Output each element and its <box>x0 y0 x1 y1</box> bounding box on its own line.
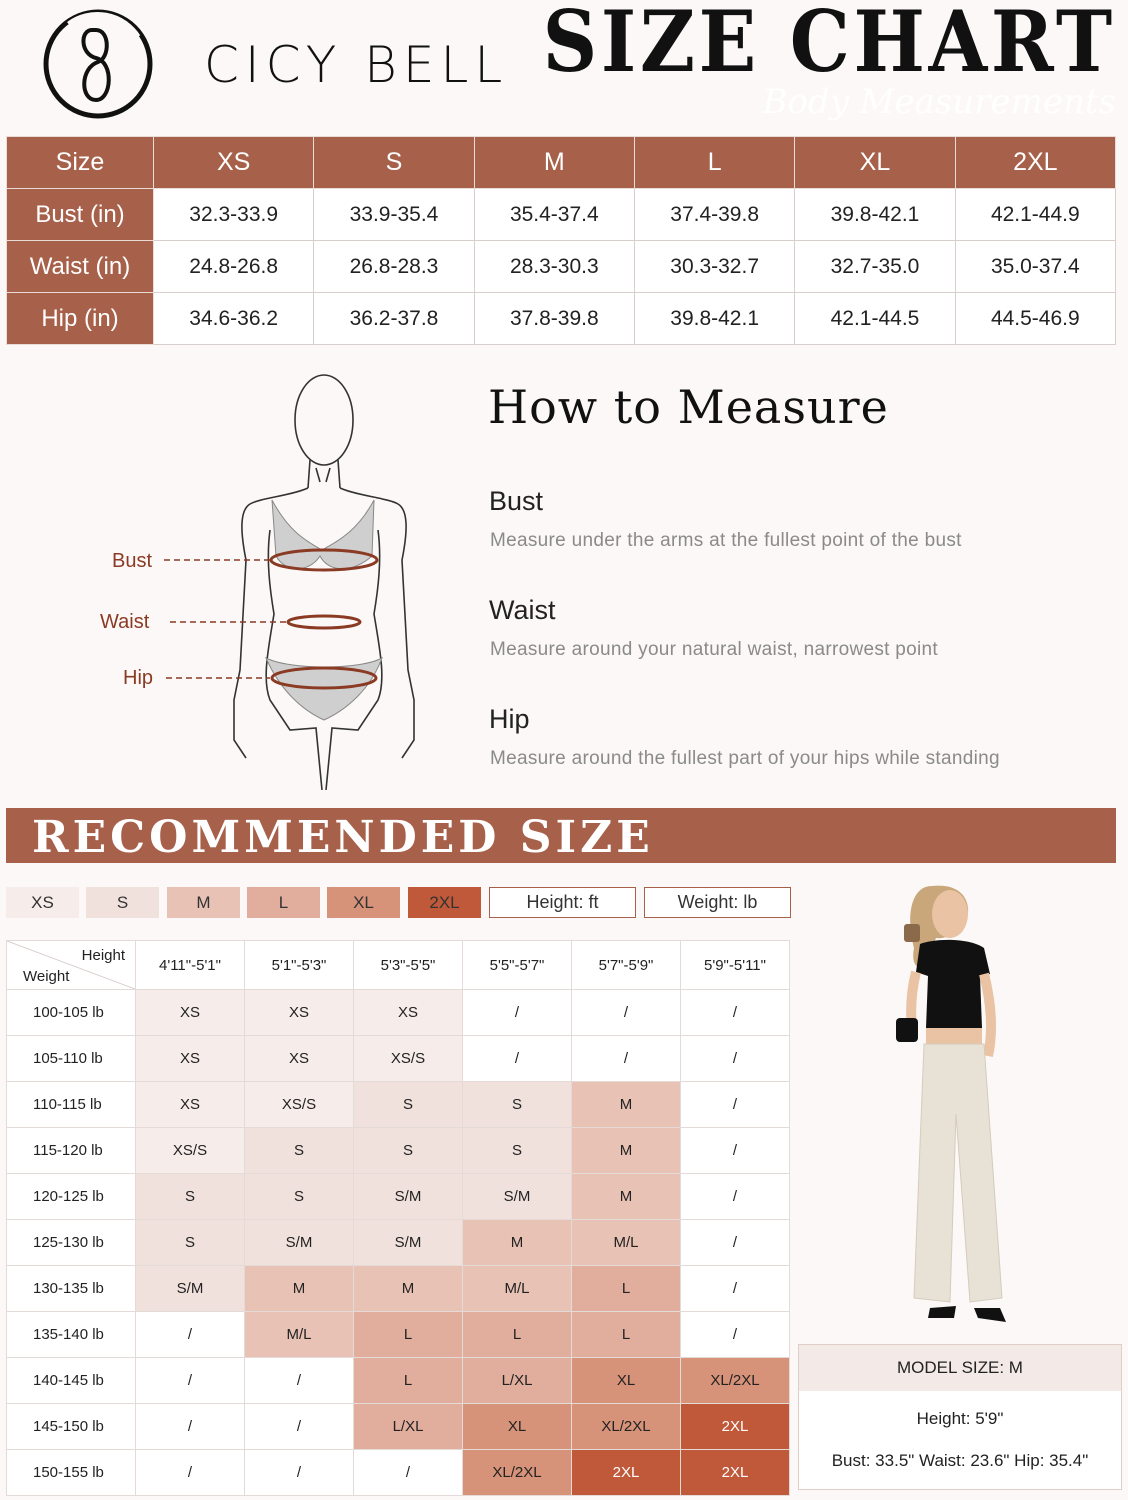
size-cell: / <box>681 1220 790 1266</box>
size-cell: S <box>463 1128 572 1174</box>
size-cell: / <box>681 1266 790 1312</box>
hip-label: Hip <box>123 667 154 689</box>
size-cell: / <box>681 1174 790 1220</box>
table-row <box>7 1128 790 1174</box>
weight-cell: 140-145 lb <box>7 1358 136 1404</box>
table-row <box>7 1082 790 1128</box>
table-row <box>7 1036 790 1082</box>
size-cell: L <box>572 1312 681 1358</box>
legend-xl: XL <box>327 887 400 918</box>
size-cell: XS <box>354 990 463 1036</box>
corner-cell <box>7 941 136 990</box>
brand-logo-icon <box>40 8 156 120</box>
model-photo <box>870 878 1050 1338</box>
size-cell: / <box>681 1128 790 1174</box>
size-cell: L <box>463 1312 572 1358</box>
size-cell: 2XL <box>681 1450 790 1496</box>
weight-cell: 115-120 lb <box>7 1128 136 1174</box>
size-cell: S <box>245 1174 354 1220</box>
table-row <box>7 1266 790 1312</box>
hip-description: Measure around the fullest part of your hips while standing <box>490 748 1000 769</box>
size-cell: XL <box>572 1358 681 1404</box>
height-header: 5'1"-5'3" <box>245 941 354 990</box>
height-header: 4'11"-5'1" <box>136 941 245 990</box>
measurement-cell: 35.4-37.4 <box>474 189 634 241</box>
size-cell: S <box>136 1220 245 1266</box>
recommended-size-banner <box>6 808 1116 863</box>
measurement-cell: 32.7-35.0 <box>795 241 955 293</box>
weight-unit-label: Weight: lb <box>644 887 791 918</box>
size-cell: / <box>572 990 681 1036</box>
size-cell: S/M <box>354 1220 463 1266</box>
weight-cell: 105-110 lb <box>7 1036 136 1082</box>
legend-m: M <box>167 887 240 918</box>
height-unit-label: Height: ft <box>489 887 636 918</box>
size-cell: L <box>572 1266 681 1312</box>
weight-cell: 150-155 lb <box>7 1450 136 1496</box>
size-cell: XS <box>136 1082 245 1128</box>
row-label: Hip (in) <box>7 293 154 345</box>
size-cell: XS/S <box>136 1128 245 1174</box>
table-row <box>7 1312 790 1358</box>
measurement-cell: 42.1-44.5 <box>795 293 955 345</box>
legend-l: L <box>247 887 320 918</box>
size-cell: / <box>245 1404 354 1450</box>
header-cell: Size <box>7 137 154 189</box>
size-cell: S/M <box>245 1220 354 1266</box>
header-cell: XL <box>795 137 955 189</box>
size-cell: / <box>136 1312 245 1358</box>
size-cell: L <box>354 1358 463 1404</box>
measurement-cell: 37.8-39.8 <box>474 293 634 345</box>
height-header: 5'7"-5'9" <box>572 941 681 990</box>
size-cell: XS <box>136 1036 245 1082</box>
measurement-cell: 39.8-42.1 <box>634 293 794 345</box>
size-cell: 2XL <box>681 1404 790 1450</box>
measurement-cell: 36.2-37.8 <box>314 293 474 345</box>
table-row <box>7 990 790 1036</box>
size-cell: XL/2XL <box>463 1450 572 1496</box>
weight-cell: 100-105 lb <box>7 990 136 1036</box>
size-cell: / <box>136 1404 245 1450</box>
measurement-cell: 34.6-36.2 <box>154 293 314 345</box>
bust-label: Bust <box>112 550 153 572</box>
size-cell: M/L <box>572 1220 681 1266</box>
corner-height-label: Height <box>81 947 125 964</box>
size-cell: M/L <box>245 1312 354 1358</box>
weight-cell: 120-125 lb <box>7 1174 136 1220</box>
size-cell: XS <box>245 990 354 1036</box>
legend-2xl: 2XL <box>408 887 481 918</box>
model-measurements: Bust: 33.5" Waist: 23.6" Hip: 35.4" <box>831 1451 1089 1470</box>
size-cell: M <box>572 1174 681 1220</box>
size-cell: XL/2XL <box>681 1358 790 1404</box>
size-cell: XS <box>136 990 245 1036</box>
size-cell: M <box>572 1128 681 1174</box>
row-label: Bust (in) <box>7 189 154 241</box>
size-cell: / <box>681 1312 790 1358</box>
table-header-row <box>7 941 790 990</box>
measurement-cell: 42.1-44.9 <box>955 189 1115 241</box>
size-cell: XL/2XL <box>572 1404 681 1450</box>
size-cell: / <box>136 1450 245 1496</box>
waist-label: Waist <box>100 611 150 633</box>
measurement-cell: 32.3-33.9 <box>154 189 314 241</box>
model-size-label: MODEL SIZE: M <box>799 1345 1121 1391</box>
measurement-cell: 39.8-42.1 <box>795 189 955 241</box>
size-cell: L <box>354 1312 463 1358</box>
size-cell: S/M <box>354 1174 463 1220</box>
size-cell: S <box>354 1082 463 1128</box>
hip-heading: Hip <box>489 704 530 734</box>
measurement-cell: 26.8-28.3 <box>314 241 474 293</box>
size-cell: M/L <box>463 1266 572 1312</box>
page-title: SIZE CHART <box>542 0 1116 91</box>
corner-weight-label: Weight <box>23 968 70 985</box>
size-cell: M <box>354 1266 463 1312</box>
measurement-cell: 30.3-32.7 <box>634 241 794 293</box>
size-cell: / <box>681 1082 790 1128</box>
size-cell: S <box>245 1128 354 1174</box>
weight-cell: 135-140 lb <box>7 1312 136 1358</box>
header-cell: S <box>314 137 474 189</box>
header-cell: L <box>634 137 794 189</box>
size-cell: S <box>463 1082 572 1128</box>
size-cell: / <box>354 1450 463 1496</box>
header-cell: 2XL <box>955 137 1115 189</box>
header-cell: XS <box>154 137 314 189</box>
legend-s: S <box>86 887 159 918</box>
legend-xs: XS <box>6 887 79 918</box>
table-row <box>7 1358 790 1404</box>
weight-cell: 125-130 lb <box>7 1220 136 1266</box>
body-figure-illustration <box>90 360 430 790</box>
table-row <box>7 189 1116 241</box>
measurement-cell: 33.9-35.4 <box>314 189 474 241</box>
size-cell: / <box>681 990 790 1036</box>
size-cell: S <box>354 1128 463 1174</box>
table-row <box>7 1404 790 1450</box>
header-cell: M <box>474 137 634 189</box>
waist-description: Measure around your natural waist, narrowest point <box>490 639 939 660</box>
size-cell: / <box>245 1358 354 1404</box>
measurement-cell: 37.4-39.8 <box>634 189 794 241</box>
body-measurement-table <box>6 136 1116 345</box>
bust-heading: Bust <box>489 486 544 516</box>
recommended-size-title: RECOMMENDED SIZE <box>32 812 654 863</box>
weight-cell: 110-115 lb <box>7 1082 136 1128</box>
how-to-measure-title: How to Measure <box>488 380 889 434</box>
bust-description: Measure under the arms at the fullest point of the bust <box>490 530 962 551</box>
table-row <box>7 293 1116 345</box>
size-cell: XS/S <box>245 1082 354 1128</box>
size-cell: L/XL <box>354 1404 463 1450</box>
model-size-card <box>798 1344 1122 1490</box>
table-row <box>7 1450 790 1496</box>
height-header: 5'5"-5'7" <box>463 941 572 990</box>
size-cell: XS <box>245 1036 354 1082</box>
size-cell: / <box>463 1036 572 1082</box>
size-cell: L/XL <box>463 1358 572 1404</box>
waist-heading: Waist <box>489 595 556 625</box>
size-cell: 2XL <box>572 1450 681 1496</box>
size-cell: S/M <box>136 1266 245 1312</box>
brand-name: CICY BELL <box>204 36 509 94</box>
size-cell: M <box>572 1082 681 1128</box>
size-cell: M <box>463 1220 572 1266</box>
measurement-cell: 28.3-30.3 <box>474 241 634 293</box>
weight-cell: 130-135 lb <box>7 1266 136 1312</box>
row-label: Waist (in) <box>7 241 154 293</box>
size-cell: S/M <box>463 1174 572 1220</box>
size-cell: XL <box>463 1404 572 1450</box>
size-cell: XS/S <box>354 1036 463 1082</box>
measurement-cell: 44.5-46.9 <box>955 293 1115 345</box>
height-header: 5'9"-5'11" <box>681 941 790 990</box>
table-row <box>7 1174 790 1220</box>
measurement-cell: 24.8-26.8 <box>154 241 314 293</box>
size-cell: S <box>136 1174 245 1220</box>
recommended-size-table <box>6 940 790 1496</box>
size-cell: / <box>463 990 572 1036</box>
page-subtitle: Body Measurements <box>762 82 1116 122</box>
size-cell: / <box>681 1036 790 1082</box>
size-cell: M <box>245 1266 354 1312</box>
table-header-row <box>7 137 1116 189</box>
size-cell: / <box>136 1358 245 1404</box>
table-row <box>7 241 1116 293</box>
size-cell: / <box>245 1450 354 1496</box>
weight-cell: 145-150 lb <box>7 1404 136 1450</box>
model-height: Height: 5'9" <box>916 1409 1004 1428</box>
size-cell: / <box>572 1036 681 1082</box>
height-header: 5'3"-5'5" <box>354 941 463 990</box>
table-row <box>7 1220 790 1266</box>
measurement-cell: 35.0-37.4 <box>955 241 1115 293</box>
